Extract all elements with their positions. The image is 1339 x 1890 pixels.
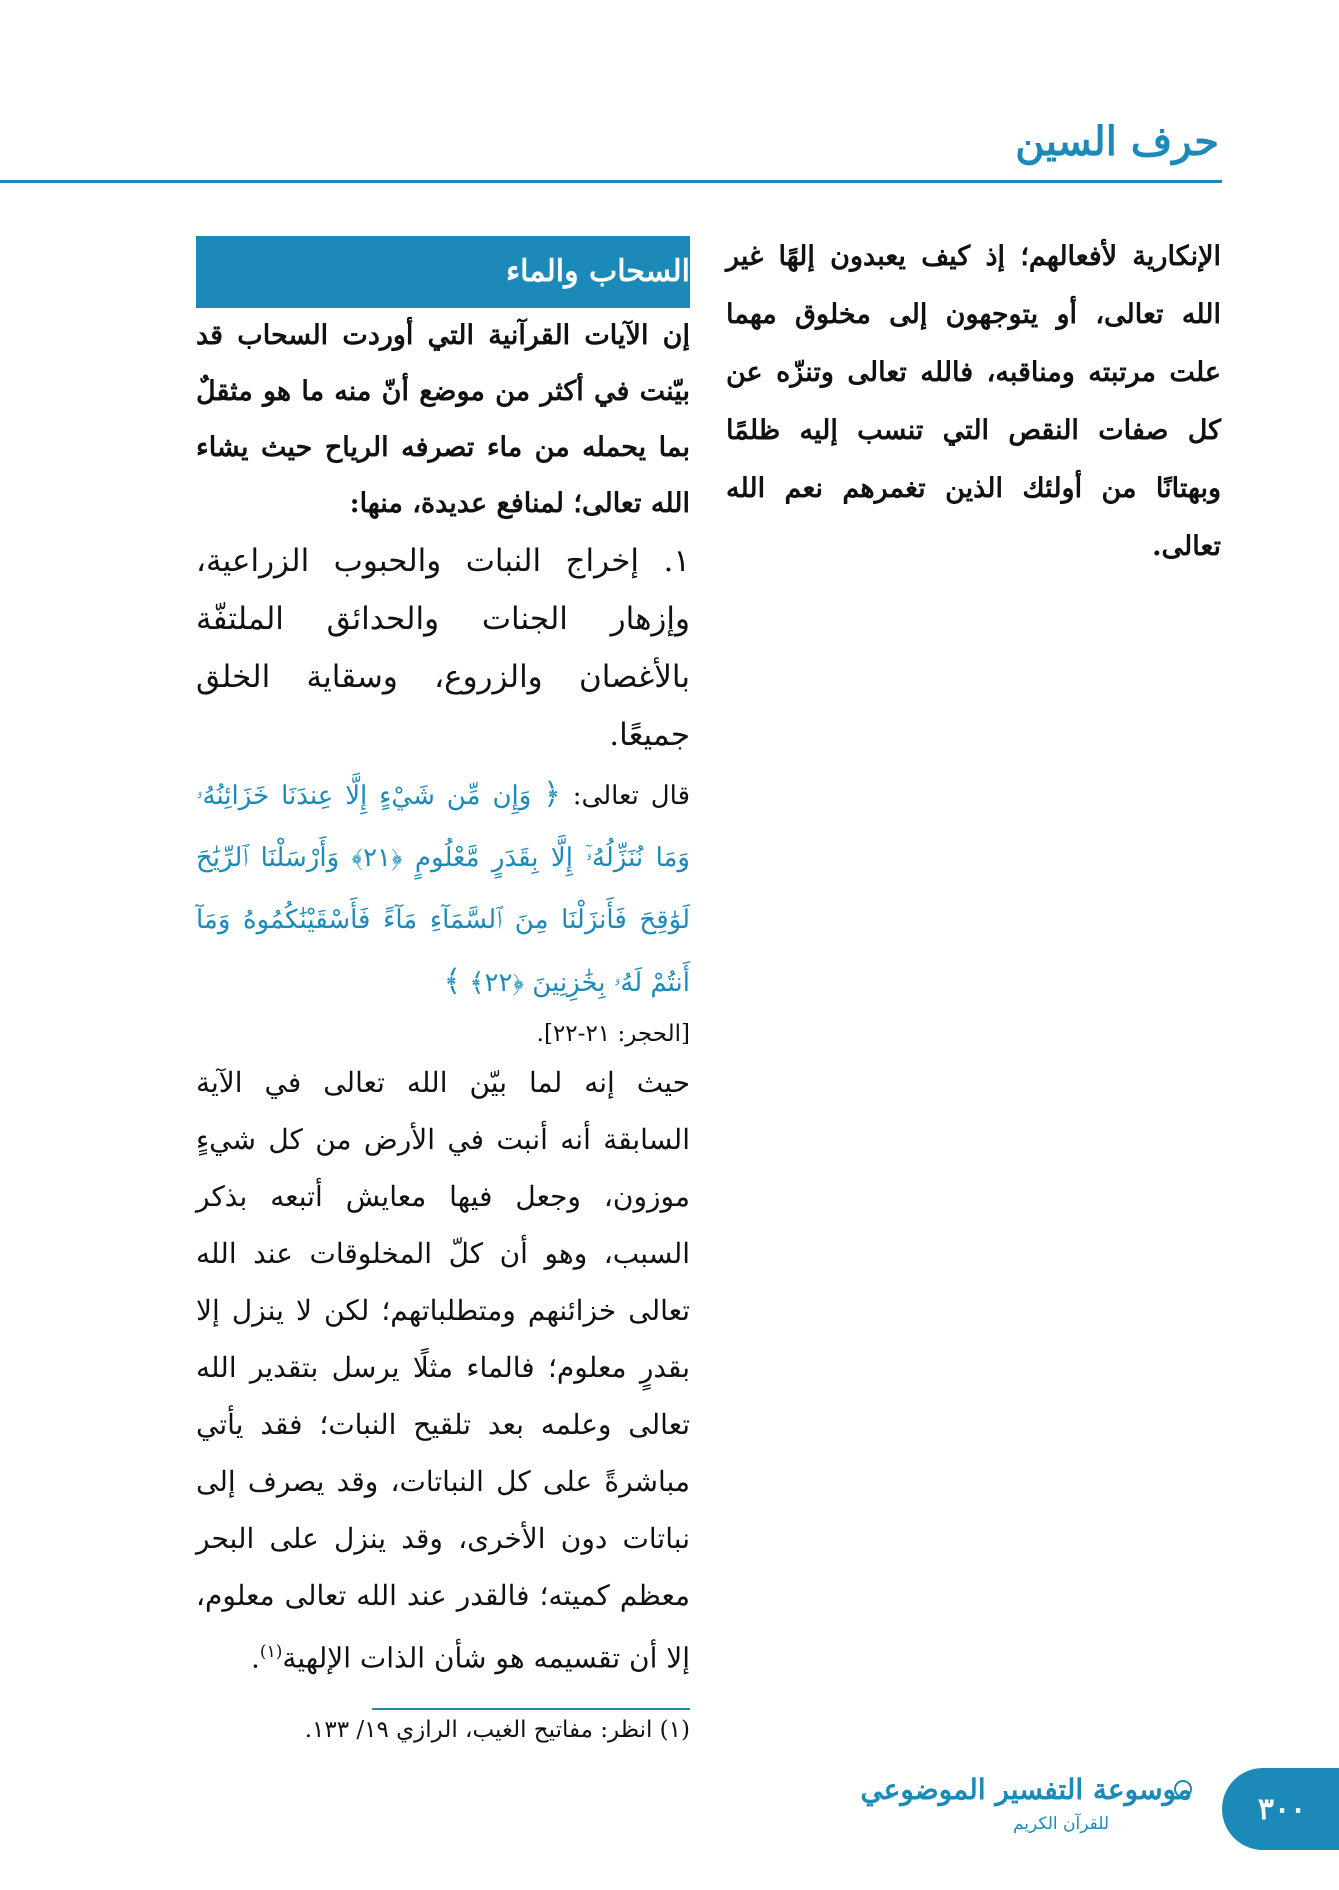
ornament-icon <box>1174 1780 1192 1798</box>
header-divider <box>0 180 1222 183</box>
quran-close-bracket: ﴾ <box>443 964 462 999</box>
explanation-end: . <box>251 1641 260 1675</box>
footnote: (١) انظر: مفاتيح الغيب، الرازي ١٩/ ١٣٣. <box>304 1717 690 1744</box>
section-title: السحاب والماء <box>196 236 690 308</box>
quran-intro: قال تعالى: <box>572 781 691 811</box>
right-column-paragraph: الإنكارية لأفعالهم؛ إذ كيف يعبدون إلهًا غير الله تعالى، أو يتوجهون إلى مخلوق مهما علت مرتبته ومناقبه، فالله تعالى وتنزّه عن كل صفات النقص التي تنسب إليه ظلمًا وبهتانًا من أولئك الذين تغمرهم نعم الله تعالى. <box>726 241 1221 562</box>
logo-subtitle: للقرآن الكريم <box>1012 1814 1110 1834</box>
chapter-title: حرف السين <box>1015 118 1219 165</box>
encyclopedia-logo <box>860 1768 1192 1854</box>
intro-paragraph: إن الآيات القرآنية التي أوردت السحاب قد بيّنت في أكثر من موضع أنّ منه ما هو مثقلٌ بما يحمله من ماء تصرفه الرياح حيث يشاء الله تعالى؛ لمنافع عديدة، منها: <box>196 320 690 519</box>
quran-reference: [الحجر: ٢١-٢٢]. <box>536 1021 690 1047</box>
footnote-marker[interactable]: (١) <box>259 1642 283 1662</box>
right-column <box>726 228 1221 576</box>
explanation-text: حيث إنه لما بيّن الله تعالى في الآية السابقة أنه أنبت في الأرض من كل شيءٍ موزون، وجعل فيها معايش أتبعه بذكر السبب، وهو أن كلّ المخلوقات عند الله تعالى خزائنهم ومتطلباتهم؛ لكن لا ينزل إلا بقدرٍ معلوم؛ فالماء مثلًا يرسل بتقدير الله تعالى وعلمه بعد تلقيح النبات؛ فقد يأتي مباشرةً على كل النباتات، وقد يصرف إلى نباتات دون الأخرى، وقد ينزل على البحر معظم كميته؛ فالقدر عند الله تعالى معلوم، إلا أن تقسيمه هو شأن الذات الإلهية <box>196 1066 690 1675</box>
left-column <box>196 236 690 1750</box>
logo-title: موسوعة التفسير الموضوعي <box>860 1773 1192 1806</box>
page-number: ٣٠٠ <box>1222 1768 1339 1850</box>
quran-verse: وَإِن مِّن شَيْءٍ إِلَّا عِندَنَا خَزَائِنُهُۥ وَمَا نُنَزِّلُهُۥٓ إِلَّا بِقَدَرٍ مَّعْلُومٍ ﴿٢١﴾ وَأَرْسَلْنَا ٱلرِّيَٰحَ لَوَٰقِحَ فَأَنزَلْنَا مِنَ ٱلسَّمَآءِ مَآءً فَأَسْقَيْنَٰكُمُوهُ وَمَآ أَنتُمْ لَهُۥ بِخَٰزِنِينَ ﴿٢٢﴾ <box>196 781 690 998</box>
explanation-paragraph <box>196 1054 690 1686</box>
list-item: ١. إخراج النبات والحبوب الزراعية، وإزهار الجنات والحدائق الملتفّة بالأغصان والزروع، وسقاية الخلق جميعًا. <box>196 543 690 753</box>
quran-open-bracket: ﴿ <box>543 777 561 812</box>
quran-quote <box>196 764 690 1014</box>
